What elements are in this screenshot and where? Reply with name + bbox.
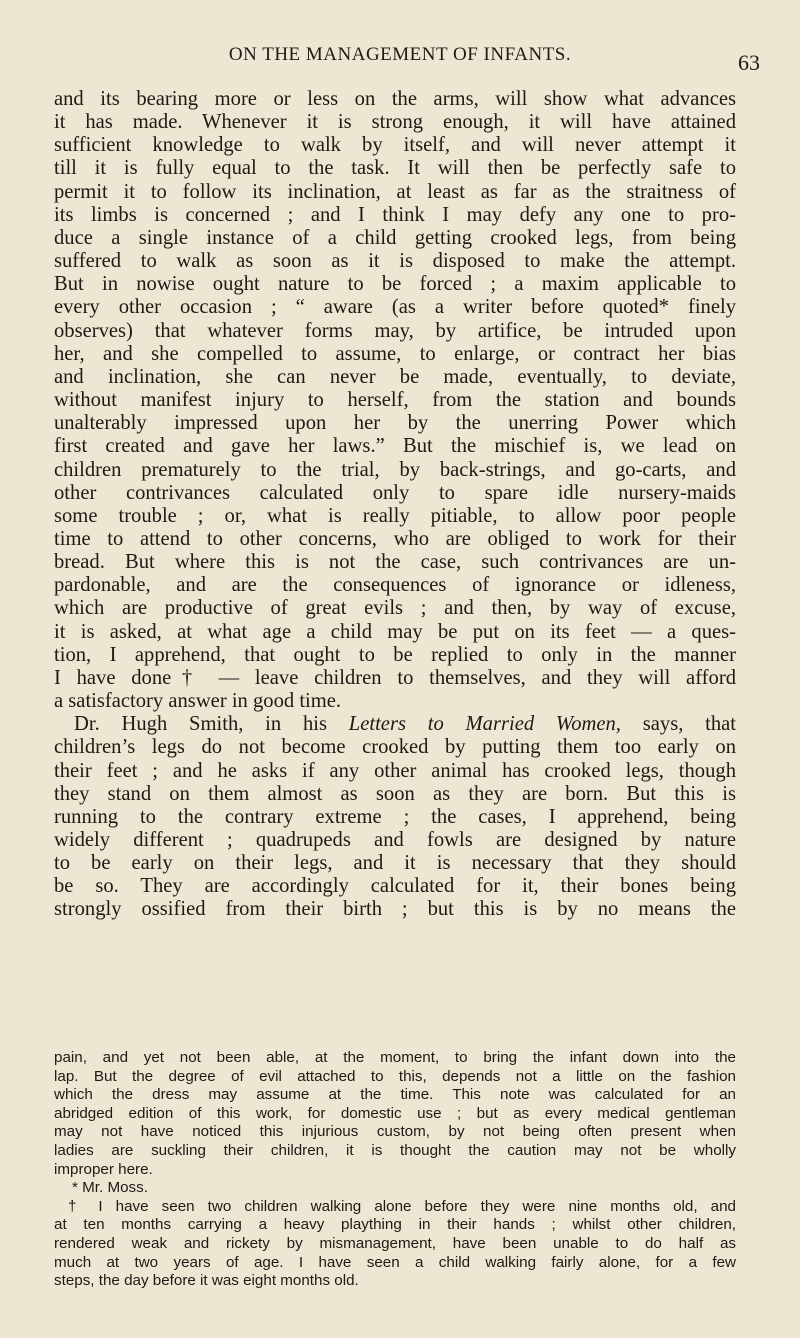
- body-line: to be early on their legs, and it is necessary that they should: [54, 852, 736, 875]
- body-line: other contrivances calculated only to spare idle nursery-maids: [54, 481, 736, 504]
- footnote-line: pain, and yet not been able, at the moment, to bring the infant down into the: [54, 1049, 736, 1066]
- body-line: sufficient knowledge to walk by itself, and will never attempt it: [54, 134, 736, 157]
- footnote-dagger-line: rendered weak and rickety by mismanagement, have been unable to do half as: [54, 1234, 736, 1252]
- line-text: Dr. Hugh Smith, in his: [74, 713, 349, 736]
- body-line: be so. They are accordingly calculated for it, their bones being: [54, 875, 736, 898]
- body-line-with-citation: [54, 713, 736, 736]
- footnote-dagger-line: † I have seen two children walking alone before they were nine months old, and: [68, 1197, 736, 1215]
- body-line: strongly ossified from their birth ; but this is by no means the: [54, 898, 736, 921]
- body-line: time to attend to other concerns, who are obliged to work for their: [54, 527, 736, 550]
- footnote-line: ladies are suckling their children, it is thought the caution may not be wholly: [54, 1141, 736, 1159]
- body-line: suffered to walk as soon as it is disposed to make the attempt.: [54, 250, 736, 273]
- body-line: its limbs is concerned ; and I think I may defy any one to pro-: [54, 203, 736, 226]
- body-line: till it is fully equal to the task. It will then be perfectly safe to: [54, 157, 736, 180]
- line-text: says, that: [620, 713, 737, 736]
- body-line: running to the contrary extreme ; the cases, I apprehend, being: [54, 805, 736, 828]
- body-line: it has made. Whenever it is strong enough, it will have attained: [54, 111, 736, 134]
- body-line: But in nowise ought nature to be forced ; a maxim applicable to: [54, 273, 736, 296]
- book-title-italic: Letters to Married Women,: [348, 713, 621, 736]
- body-line: without manifest injury to herself, from the station and bounds: [54, 389, 736, 412]
- body-line: observes) that whatever forms may, by artifice, be intruded upon: [54, 319, 736, 342]
- body-line: a satisfactory answer in good time.: [54, 690, 342, 713]
- body-text: [54, 88, 736, 922]
- body-line: children’s legs do not become crooked by putting them too early on: [54, 736, 736, 759]
- page-number: 63: [738, 50, 760, 75]
- body-line: children prematurely to the trial, by back-strings, and go-carts, and: [54, 458, 736, 481]
- body-line: tion, I apprehend, that ought to be replied to only in the manner: [54, 643, 736, 666]
- body-line: some trouble ; or, what is really pitiable, to allow poor people: [54, 504, 736, 527]
- footnote-line: may not have noticed this injurious custom, by not being often present when: [54, 1123, 736, 1141]
- footnote-line: abridged edition of this work, for domestic use ; but as every medical gentleman: [54, 1104, 736, 1122]
- body-line: and inclination, she can never be made, eventually, to deviate,: [54, 365, 736, 388]
- body-line: which are productive of great evils ; and then, by way of excuse,: [54, 597, 736, 620]
- body-line: bread. But where this is not the case, such contrivances are un-: [54, 551, 736, 574]
- body-line: and its bearing more or less on the arms, will show what advances: [54, 88, 736, 110]
- body-line: it is asked, at what age a child may be put on its feet — a ques-: [54, 620, 736, 643]
- footnote-dagger-line: steps, the day before it was eight months old.: [54, 1272, 359, 1290]
- body-line: her, and she compelled to assume, to enlarge, or contract her bias: [54, 342, 736, 365]
- footnote-dagger-line: at ten months carrying a heavy plaything in their hands ; whilst other children,: [54, 1216, 736, 1234]
- body-line: widely different ; quadrupeds and fowls are designed by nature: [54, 829, 736, 851]
- footnote-line: lap. But the degree of evil attached to this, depends not a little on the fashion: [54, 1067, 736, 1085]
- footnote-star: * Mr. Moss.: [72, 1179, 148, 1197]
- running-title: ON THE MANAGEMENT OF INFANTS.: [228, 44, 572, 65]
- body-line: unalterably impressed upon her by the unerring Power which: [54, 412, 736, 435]
- body-line: every other occasion ; “ aware (as a writer before quoted* finely: [54, 296, 736, 319]
- footnote-line: which the dress may assume at the time. This note was calculated for an: [54, 1086, 736, 1104]
- body-line: they stand on them almost as soon as they are born. But this is: [54, 782, 736, 805]
- body-line: duce a single instance of a child getting crooked legs, from being: [54, 226, 736, 249]
- footnotes: [54, 1049, 736, 1291]
- body-line: pardonable, and are the consequences of ignorance or idleness,: [54, 574, 736, 597]
- footnote-dagger-line: much at two years of age. I have seen a child walking fairly alone, for a few: [54, 1253, 736, 1271]
- body-line: first created and gave her laws.” But the mischief is, we lead on: [54, 435, 736, 458]
- body-line: their feet ; and he asks if any other animal has crooked legs, though: [54, 759, 736, 782]
- running-head: [40, 44, 760, 74]
- body-line: I have done† — leave children to themselves, and they will afford: [54, 666, 736, 689]
- body-line: permit it to follow its inclination, at least as far as the straitness of: [54, 180, 736, 203]
- footnote-line: improper here.: [54, 1160, 153, 1178]
